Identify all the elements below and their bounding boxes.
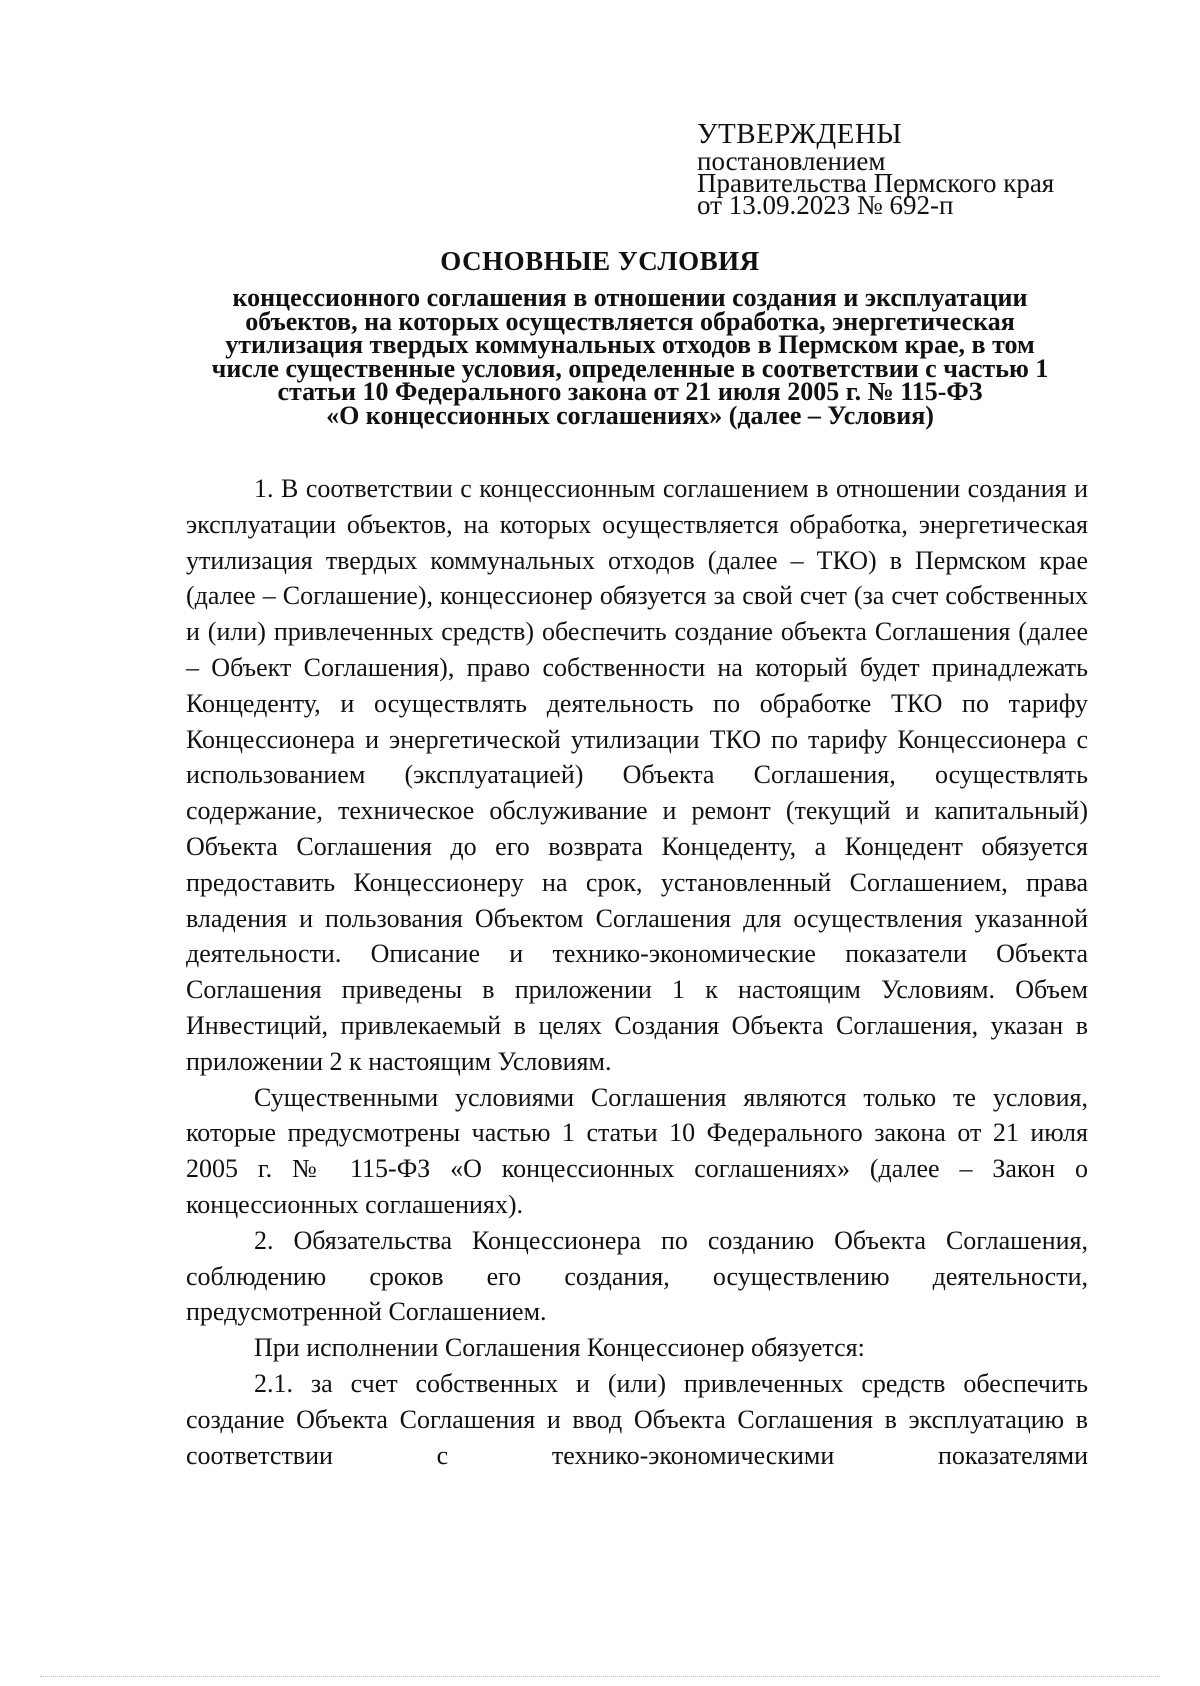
- paragraph: При исполнении Соглашения Концессионер обязуется:: [254, 1333, 865, 1363]
- approval-line: постановлением: [697, 146, 886, 176]
- approval-block: [697, 118, 1157, 220]
- subtitle-line: концессионного соглашения в отношении создания и эксплуатации: [232, 283, 1028, 312]
- subtitle-line: числе существенные условия, определенные в соответствии с частью 1: [211, 353, 1049, 383]
- document-title: ОСНОВНЫЕ УСЛОВИЯ: [440, 246, 760, 276]
- document-body: [186, 471, 1088, 1473]
- approval-heading: УТВЕРЖДЕНЫ: [697, 118, 903, 150]
- approval-line: Правительства Пермского края: [697, 168, 1055, 198]
- paragraph: 1. В соответствии с концессионным соглашением в отношении создания и эксплуатации объектов, на которых осуществляется обработка, энергетическая утилизация твердых коммунальных отходов (далее – ТКО) в Пермском крае (далее – Соглашение), концессионер обязуется за свой счет (за счет собственных и (или) привлеченных средств) обеспечить создание объекта Соглашения (далее – Объект Соглашения), право собственности на который будет принадлежать Концеденту, и осуществлять деятельность по обработке ТКО по тарифу Концессионера и энергетической утилизации ТКО по тарифу Концессионера с использованием (эксплуатацией) Объекта Соглашения, осуществлять содержание, техническое обслуживание и ремонт (текущий и капитальный) Объекта Соглашения до его возврата Концеденту, а Концедент обязуется предоставить Концессионеру на срок, установленный Соглашением, права владения и пользования Объектом Соглашения для осуществления указанной деятельности. Описание и технико-экономические показатели Объекта Соглашения приведены в приложении 1 к настоящим Условиям. Объем Инвестиций, привлекаемый в целях Создания Объекта Соглашения, указан в приложении 2 к настоящим Условиям.: [186, 474, 1088, 1076]
- paragraph: Существенными условиями Соглашения являются только те условия, которые предусмотрены частью 1 статьи 10 Федерального закона от 21 июля 2005 г. № 115-ФЗ «О концессионных соглашениях» (далее – Закон о концессионных соглашениях).: [186, 1082, 1088, 1219]
- scan-edge-line: [40, 1676, 1160, 1677]
- approval-date-number: от 13.09.2023 № 692-п: [697, 190, 954, 220]
- subtitle-line: статьи 10 Федерального закона от 21 июля 2005 г. № 115-ФЗ: [277, 377, 983, 406]
- document-subtitle: [180, 283, 1080, 430]
- paragraph: 2.1. за счет собственных и (или) привлеченных средств обеспечить создание Объекта Соглашения и ввод Объекта Соглашения в эксплуатацию в соответствии с технико-экономическими показателями: [186, 1368, 1088, 1470]
- subtitle-line: объектов, на которых осуществляется обработка, энергетическая: [245, 306, 1015, 336]
- subtitle-line: утилизация твердых коммунальных отходов в Пермском крае, в том: [225, 330, 1035, 359]
- subtitle-line: «О концессионных соглашениях» (далее – Условия): [326, 400, 934, 430]
- paragraph: 2. Обязательства Концессионера по созданию Объекта Соглашения, соблюдению сроков его создания, осуществлению деятельности, предусмотренной Соглашением.: [186, 1225, 1088, 1327]
